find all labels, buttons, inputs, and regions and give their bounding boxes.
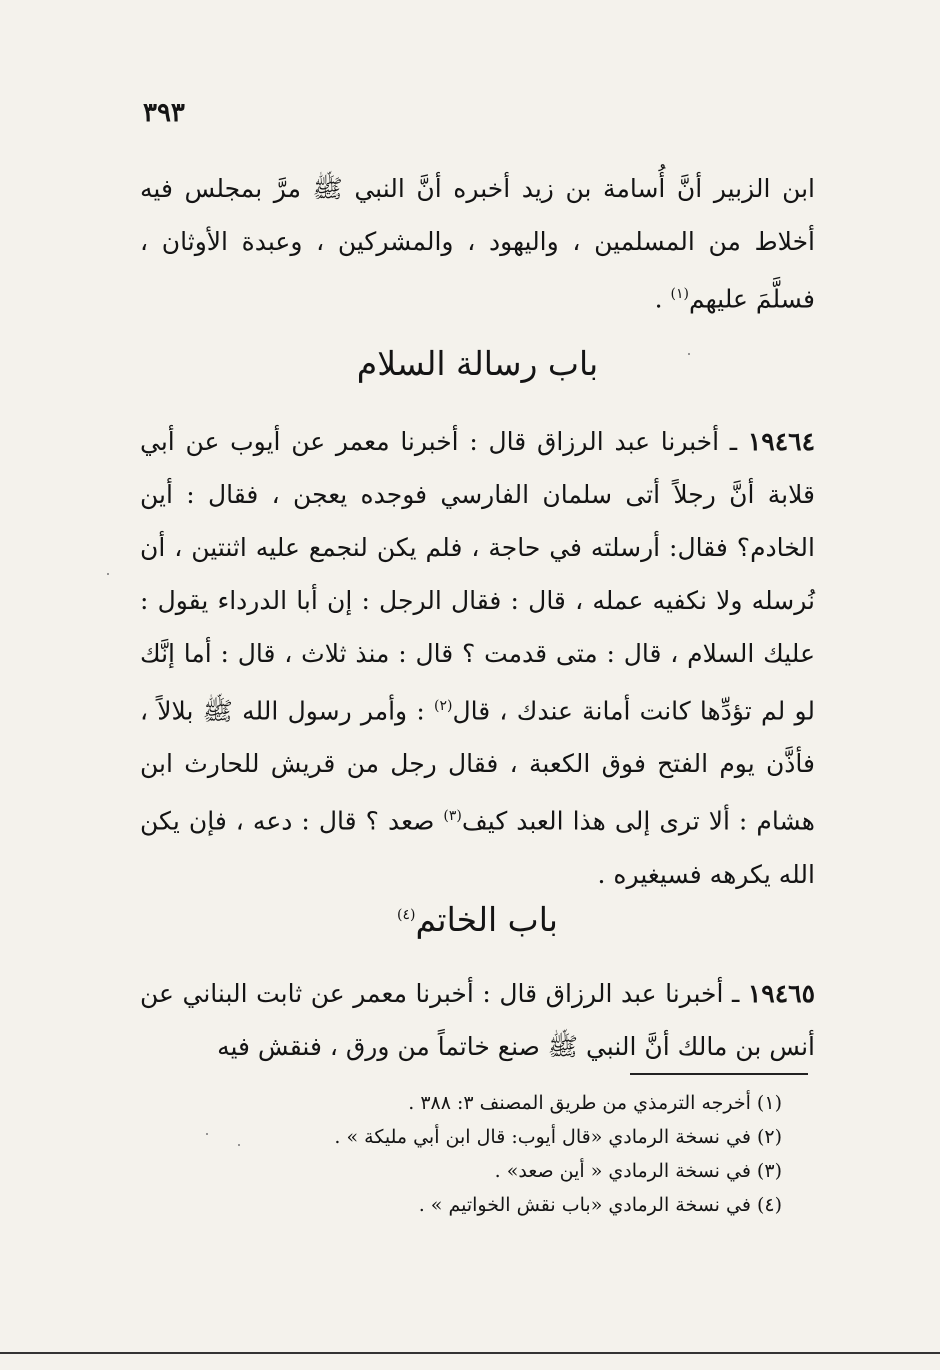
intro-paragraph [140, 162, 815, 325]
footnote-3: (٣) في نسخة الرمادي « أين صعد» . [494, 1160, 782, 1182]
footnote-4: (٤) في نسخة الرمادي «باب نقش الخواتيم » . [418, 1194, 782, 1216]
footnote-ref-1: (١) [670, 286, 689, 302]
hadith-19465 [140, 967, 815, 1073]
footnote-2: (٢) في نسخة الرمادي «قال أيوب: قال ابن أبي مليكة » . [334, 1126, 782, 1148]
hadith-text: ـ أخبرنا عبد الرزاق قال : أخبرنا معمر عن ثابت البناني عن أنس بن مالك أنَّ النبي ﷺ صنع خاتماً من ورق ، فنقش فيه [140, 979, 815, 1061]
hadith-text-part-b: : وأمر رسول الله ﷺ بلالاً ، فأذَّن يوم الفتح فوق الكعبة ، فقال رجل من قريش للحارث ابن هشام : ألا ترى إلى هذا العبد كيف [140, 696, 815, 836]
footnote-divider [630, 1073, 808, 1075]
intro-end: . [654, 284, 671, 314]
intro-text: ابن الزبير أنَّ أُسامة بن زيد أخبره أنَّ النبي ﷺ مرَّ بمجلس فيه أخلاط من المسلمين ، واليهود ، والمشركين ، وعبدة الأوثان ، فسلَّمَ عليهم [140, 174, 815, 314]
scan-speck [688, 353, 690, 355]
section-heading-khatam [140, 900, 815, 939]
hadith-19464 [140, 415, 815, 901]
footnote-1: (١) أخرجه الترمذي من طريق المصنف ٣: ٣٨٨ . [408, 1092, 782, 1114]
hadith-text-part-c: صعد ؟ قال : دعه ، فإن يكن الله يكرهه فسيغيره . [140, 806, 815, 889]
footnote-ref-3: (٣) [443, 808, 462, 825]
hadith-text-part-a: ـ أخبرنا عبد الرزاق قال : أخبرنا معمر عن أيوب عن أبي قلابة أنَّ رجلاً أتى سلمان الفارسي فوجده يعجن ، فقال : أين الخادم؟ فقال: أرسلته في حاجة ، فلم يكن لنجمع عليه اثنتين ، أن نُرسله ولا نكفيه عمله ، قال : فقال الرجل : إن أبا الدرداء يقول : عليك السلام ، قال : متى قدمت ؟ قال : منذ ثلاث ، قال : أما إنَّك لو لم تؤدِّها كانت أمانة عندك ، قال [140, 427, 815, 726]
footnote-ref-4: (٤) [397, 907, 416, 923]
scan-speck [206, 1133, 208, 1135]
hadith-number: ١٩٤٦٥ [747, 979, 815, 1008]
footnote-ref-2: (٢) [433, 698, 453, 714]
footnotes [140, 1086, 812, 1222]
scan-speck [107, 573, 109, 575]
page-number: ٣٩٣ [143, 98, 185, 128]
scan-speck [238, 1144, 240, 1146]
scan-edge-line [0, 1352, 940, 1354]
hadith-number: ١٩٤٦٤ [747, 427, 815, 456]
section-heading-salam: باب رسالة السلام [356, 344, 599, 383]
section-heading-text: باب الخاتم [415, 900, 558, 939]
